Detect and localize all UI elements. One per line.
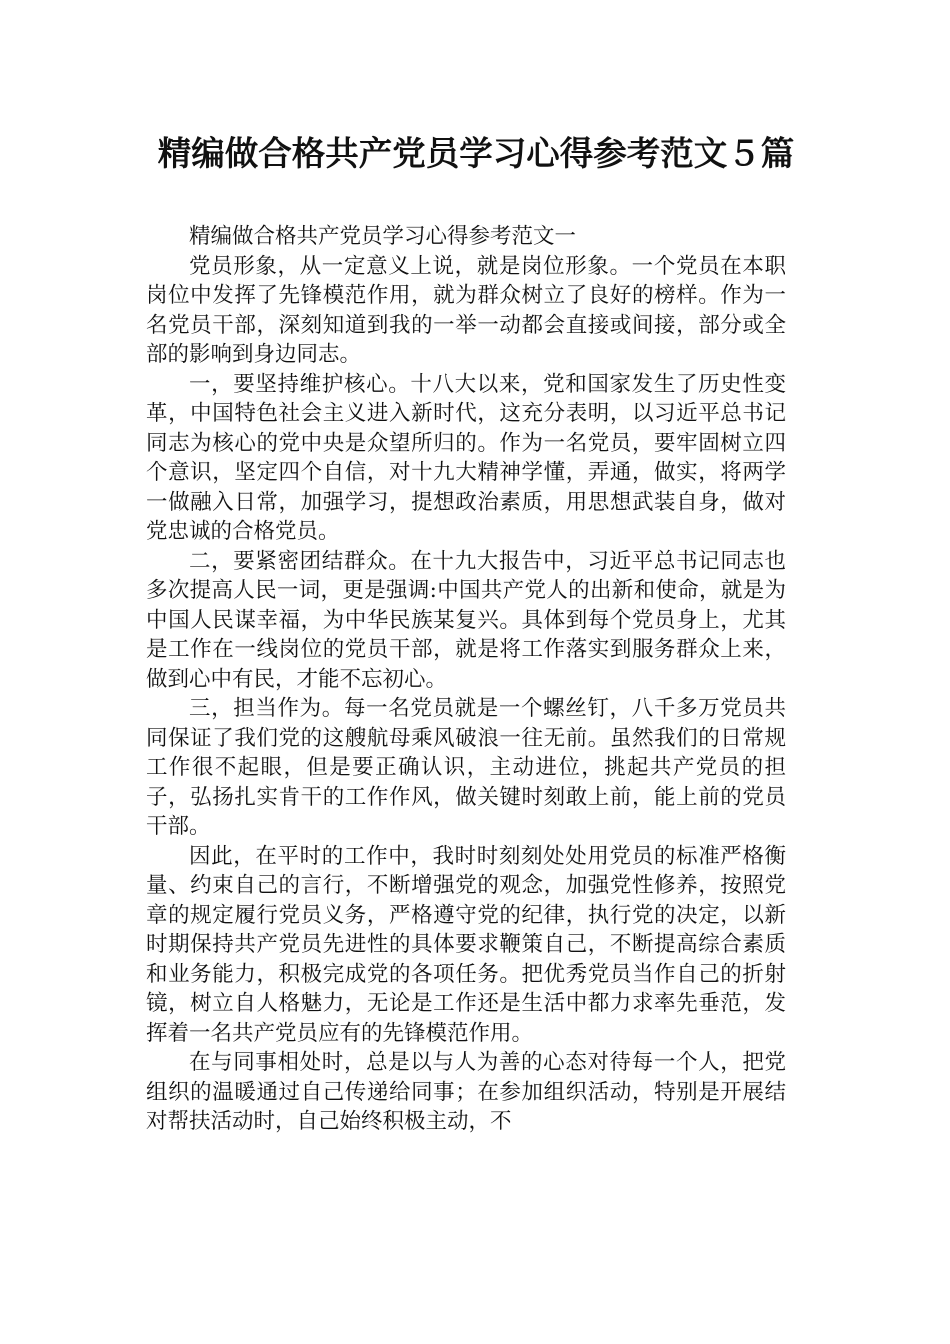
paragraph: 党员形象，从一定意义上说，就是岗位形象。一个党员在本职岗位中发挥了先锋模范作用，就为群众树立了良好的榜样。作为一名党员干部，深刻知道到我的一举一动都会直接或间接，部分或全部的影响到身边同志。 bbox=[146, 253, 786, 367]
paragraph: 一，要坚持维护核心。十八大以来，党和国家发生了历史性变革，中国特色社会主义进入新时代，这充分表明，以习近平总书记同志为核心的党中央是众望所归的。作为一名党员，要牢固树立四个意识，坚定四个自信，对十九大精神学懂，弄通，做实，将两学一做融入日常，加强学习，提想政治素质，用思想武装自身，做对党忠诚的合格党员。 bbox=[146, 371, 786, 544]
document-body bbox=[146, 222, 786, 1137]
paragraph: 三，担当作为。每一名党员就是一个螺丝钉，八千多万党员共同保证了我们党的这艘航母乘风破浪一往无前。虽然我们的日常规工作很不起眼，但是要正确认识，主动进位，挑起共产党员的担子，弘扬扎实肯干的工作作风，做关键时刻敢上前，能上前的党员干部。 bbox=[146, 696, 786, 839]
paragraph: 在与同事相处时，总是以与人为善的心态对待每一个人，把党组织的温暖通过自己传递给同事；在参加组织活动，特别是开展结对帮扶活动时，自己始终积极主动，不 bbox=[146, 1050, 786, 1134]
paragraph: 精编做合格共产党员学习心得参考范文一 bbox=[189, 224, 577, 249]
paragraph: 因此，在平时的工作中，我时时刻刻处处用党员的标准严格衡量、约束自己的言行，不断增强党的观念，加强党性修养，按照党章的规定履行党员义务，严格遵守党的纪律，执行党的决定，以新时期保持共产党员先进性的具体要求鞭策自己，不断提高综合素质和业务能力，积极完成党的各项任务。把优秀党员当作自己的折射镜，树立自人格魅力，无论是工作还是生活中都力求率先垂范，发挥着一名共产党员应有的先锋模范作用。 bbox=[146, 843, 786, 1046]
document-title: 精编做合格共产党员学习心得参考范文５篇 bbox=[157, 134, 795, 173]
paragraph: 二，要紧密团结群众。在十九大报告中，习近平总书记同志也多次提高人民一词，更是强调:中国共产党人的出新和使命，就是为中国人民谋幸福，为中华民族某复兴。具体到每个党员身上，尤其是工作在一线岗位的党员干部，就是将工作落实到服务群众上来，做到心中有民，才能不忘初心。 bbox=[146, 548, 786, 692]
